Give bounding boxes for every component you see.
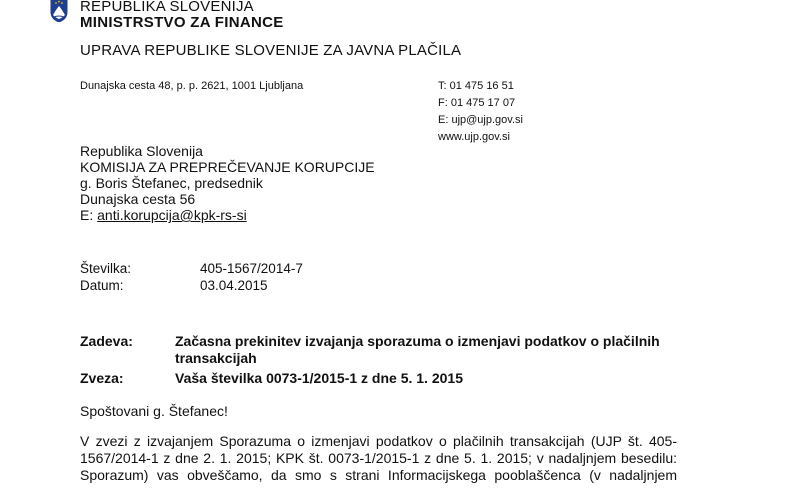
reference-date-value: 03.04.2015 — [200, 278, 268, 293]
reference-number-value: 405-1567/2014-7 — [200, 261, 303, 276]
greeting: Spoštovani g. Štefanec! — [80, 403, 228, 419]
body-line: V zvezi z izvajanjem Sporazuma o izmenjavi podatkov o plačilnih transakcijah (UJP št. 405- — [80, 433, 677, 449]
recipient-name: g. Boris Štefanec, predsednik — [80, 175, 263, 191]
sender-address: Dunajska cesta 48, p. p. 2621, 1001 Ljubljana — [80, 80, 304, 92]
sender-phone: T: 01 475 16 51 — [438, 80, 514, 92]
coat-of-arms-icon — [50, 0, 68, 22]
recipient-organization: KOMISIJA ZA PREPREČEVANJE KORUPCIJE — [80, 159, 375, 175]
sender-website: www.ujp.gov.si — [438, 131, 510, 143]
recipient-line-1: Republika Slovenija — [80, 143, 203, 159]
recipient-street: Dunajska cesta 56 — [80, 191, 196, 207]
subject-label: Zadeva: — [80, 333, 133, 349]
body-line: 1567/2014-1 z dne 2. 1. 2015; KPK št. 0073-1/2015-1 z dne 5. 1. 2015; v nadaljnjem besedilu: — [80, 450, 677, 466]
sender-email: E: ujp@ujp.gov.si — [438, 114, 523, 126]
sender-fax: F: 01 475 17 07 — [438, 97, 516, 109]
header-country: REPUBLIKA SLOVENIJA — [80, 0, 254, 15]
header-agency: UPRAVA REPUBLIKE SLOVENIJE ZA JAVNA PLAČILA — [80, 42, 462, 59]
related-label: Zveza: — [80, 370, 124, 386]
reference-number-label: Številka: — [80, 261, 132, 276]
recipient-email-link[interactable]: anti.korupcija@kpk-rs-si — [97, 207, 247, 223]
header-ministry: MINISTRSTVO ZA FINANCE — [80, 14, 284, 31]
body-line: Sporazum) vas obveščamo, da smo s strani Informacijskega pooblaščenca (v nadaljnjem — [80, 467, 677, 483]
recipient-email-prefix: E: — [80, 207, 98, 223]
subject-text: Začasna prekinitev izvajanja sporazuma o izmenjavi podatkov o plačilnih transakcijah — [175, 333, 660, 366]
related-text: Vaša številka 0073-1/2015-1 z dne 5. 1. 2015 — [175, 370, 463, 386]
body-paragraph — [80, 433, 677, 484]
reference-date-label: Datum: — [80, 278, 124, 293]
recipient-email-line — [80, 207, 247, 223]
